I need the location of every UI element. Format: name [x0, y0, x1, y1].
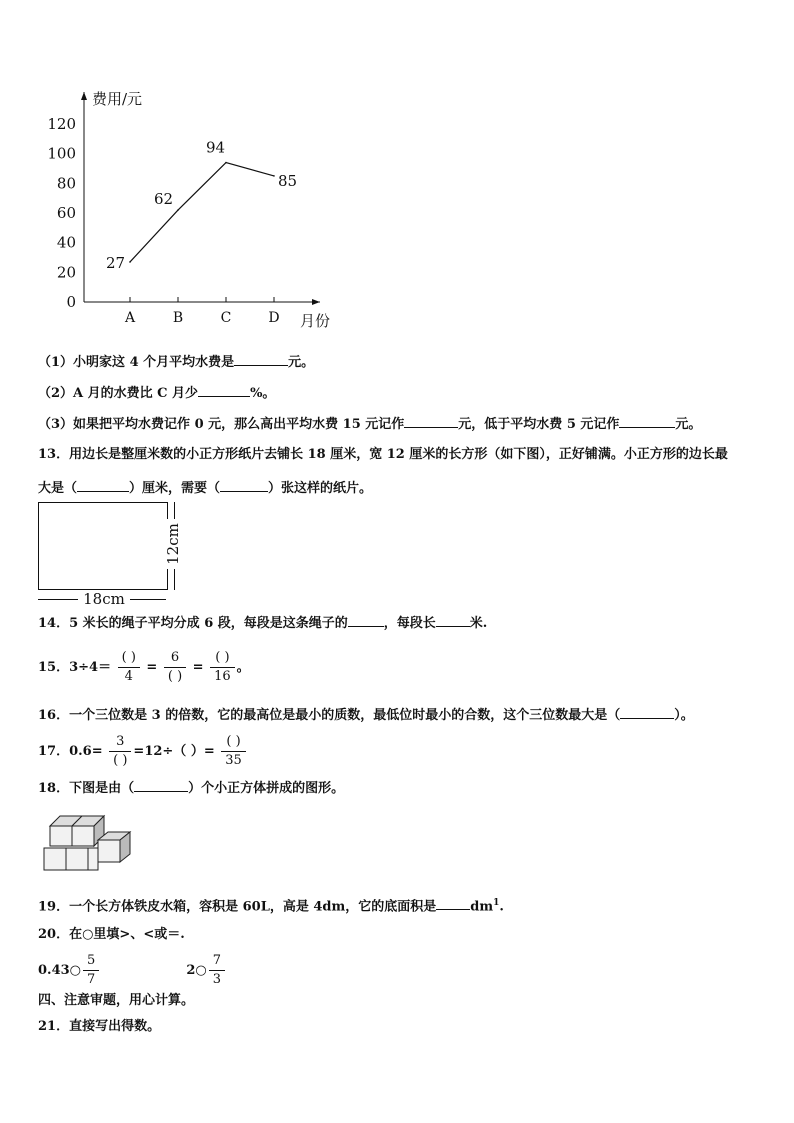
question-16: 16．一个三位数是 3 的倍数，它的最高位是最小的质数，最低位时最小的合数，这个三位数最大是（ ）。	[38, 708, 694, 723]
question-21: 21．直接写出得数。	[38, 1019, 161, 1034]
x-axis-label: 月份	[300, 312, 331, 330]
y-tick-label: 80	[56, 174, 76, 193]
y-tick-label: 0	[66, 293, 76, 311]
fraction: $\frac{7}{3}$	[209, 953, 225, 988]
fraction: $\frac{6}{( )}$	[164, 650, 186, 685]
fraction: $\frac{( )}{16}$	[210, 650, 235, 685]
question-17: 17．0.6= $\frac{3}{( )}$ =12÷（ ）= $\frac{( )}{35}$	[38, 732, 248, 772]
question-18: 18．下图是由（ ）个小正方体拼成的图形。	[38, 781, 345, 796]
x-axis-arrow	[312, 299, 320, 305]
line-chart	[40, 78, 350, 338]
answer-blank[interactable]	[77, 479, 129, 492]
y-tick-label: 60	[56, 204, 76, 222]
question-14: 14．5 米长的绳子平均分成 6 段，每段是这条绳子的 ，每段长 米.	[38, 616, 488, 631]
rectangle-figure	[38, 502, 168, 590]
section-heading: 四、注意审题，用心计算。	[38, 993, 195, 1008]
answer-blank[interactable]	[619, 415, 675, 428]
y-axis-label: 费用/元	[92, 90, 143, 108]
chart-root	[47, 90, 330, 330]
y-tick-label: 100	[47, 144, 76, 163]
answer-blank[interactable]	[348, 614, 384, 627]
fraction: $\frac{( )}{35}$	[221, 734, 246, 769]
x-tick-label: A	[124, 310, 136, 326]
cubes-figure	[40, 808, 132, 876]
data-point	[273, 175, 275, 177]
data-label: 85	[278, 171, 298, 190]
y-tick-label: 20	[56, 263, 76, 282]
fraction: $\frac{( )}{4}$	[118, 650, 140, 685]
width-label: 18cm	[78, 590, 130, 608]
answer-blank[interactable]	[620, 706, 674, 719]
answer-blank[interactable]	[134, 779, 188, 792]
data-point	[225, 162, 227, 164]
series-line	[130, 163, 274, 262]
data-label: 94	[206, 138, 226, 157]
answer-blank[interactable]	[404, 415, 458, 428]
q12-part3: （3）如果把平均水费记作 0 元，那么高出平均水费 15 元记作 元，低于平均水费 5 元记作 元。	[38, 417, 702, 432]
y-tick-label: 120	[47, 115, 76, 133]
height-label: 12cm	[164, 519, 186, 569]
fraction: $\frac{5}{7}$	[83, 953, 99, 988]
answer-blank[interactable]	[220, 479, 268, 492]
question-19: 19．一个长方体铁皮水箱，容积是 60L，高是 4dm，它的底面积是 $dm^1$.	[38, 898, 504, 915]
q12-part2: （2）A 月的水费比 C 月少 %。	[38, 386, 276, 401]
y-tick-label: 40	[56, 233, 76, 252]
question-20-items: 0.43○ $\frac{5}{7}$ 2○ $\frac{7}{3}$	[38, 952, 227, 990]
answer-blank[interactable]	[198, 384, 250, 397]
x-tick-label: B	[172, 310, 184, 326]
answer-blank[interactable]	[234, 353, 288, 366]
q12-part1: （1）小明家这 4 个月平均水费是 元。	[38, 355, 315, 370]
x-tick-label: C	[220, 310, 232, 326]
question-13-line2: 大是（ ）厘米，需要（ ）张这样的纸片。	[38, 481, 373, 496]
answer-blank[interactable]	[436, 614, 470, 627]
question-13-line1: 13．用边长是整厘米数的小正方形纸片去铺长 18 厘米，宽 12 厘米的长方形（如下图），正好铺满。小正方形的边长最	[38, 447, 728, 462]
data-label: 27	[106, 253, 126, 272]
fraction: $\frac{3}{( )}$	[109, 734, 131, 769]
y-axis-arrow	[81, 92, 87, 100]
data-point	[177, 209, 179, 211]
answer-blank[interactable]	[436, 897, 470, 910]
question-20: 20．在○里填>、<或＝.	[38, 927, 185, 942]
question-15: 15．3÷4＝ $\frac{( )}{4}$ = $\frac{6}{( )}$ = $\frac{( )}{16}$ 。	[38, 650, 250, 684]
data-label: 62	[154, 190, 174, 209]
x-tick-label: D	[268, 310, 280, 326]
data-point	[129, 261, 131, 263]
